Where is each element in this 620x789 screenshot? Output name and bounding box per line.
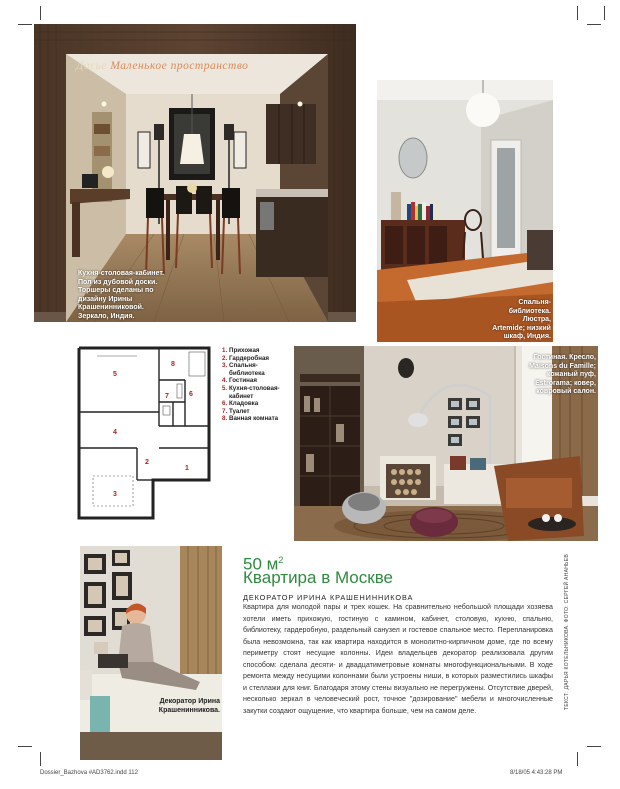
legend-item: 6. Кладовка — [222, 400, 259, 408]
floor-plan-legend — [222, 347, 284, 423]
living-room-photo — [294, 346, 598, 541]
legend-item: 4. Гостиная — [222, 377, 257, 385]
crop-mark — [587, 24, 601, 25]
area-value: 50 м — [243, 554, 279, 574]
crop-mark — [18, 24, 32, 25]
footer-timestamp: 8/18/05 4:43:28 PM — [510, 770, 563, 776]
crop-mark — [577, 752, 578, 766]
crop-mark — [587, 746, 601, 747]
decorator-photo — [80, 546, 222, 760]
living-room-caption: Гостиная. Кресло, Maisons du Famille; кожаный пуф, Estrorama; ковер, ковровый салон. — [529, 354, 596, 395]
legend-item: 3. Спальня- — [222, 362, 258, 370]
legend-item: 8. Ванная комната — [222, 415, 279, 423]
room-number-8: 8 — [171, 361, 175, 368]
article-title: Квартира в Москве — [243, 568, 393, 587]
bedroom-caption-text: Спальня-библиотека. Люстра, Artemide; низкий шкаф, Индия. — [492, 299, 551, 340]
room-number-7: 7 — [165, 393, 169, 400]
room-number-6: 6 — [189, 391, 193, 398]
legend-item: кабинет — [229, 392, 254, 400]
crop-mark — [18, 746, 32, 747]
kitchen-caption: Кухня-столовая-кабинет. Пол из дубовой доски. Торшеры сделаны по дизайну Ирины Крашенинниковой. Зеркало, Индия. — [78, 270, 165, 320]
article-body: Квартира для молодой пары и трех кошек. На сравнительно небольшой площади хозяева хотели иметь прихожую, гостиную с камином, кабинет, столовую, кухню, спальню, библиотеку, гардеробную, раздельный санузел и гостевое спальное место. Перепланировка была невозможна, так как квартира находится в монолитно-кирпичном доме, где по всему периметру стоят несущие колонны. Идеи владельцев декоратор реализовала другим способом: сделала десяти- и двадцатиметровые комнаты многофункциональными. В ходе ремонта между несущими колоннами были устроены ниши, в которых разместились шкафы и стеллажи для книг. Благодаря этому стены визуально не перегружены. Отсутствие дверей, несколько зеркал в человеческий рост, точное "дозирование" мебели и многочисленные закутки создают ощущение, что квартира больше, чем на самом деле. — [243, 603, 553, 715]
photo-text-credit: ТЕКСТ: ДАРЬЯ КОТЕЛЬНИКОВА. ФОТО: СЕРГЕЙ АНАНЬЕВ — [564, 553, 570, 710]
dossier-header — [76, 60, 248, 72]
article-byline: ДЕКОРАТОР ИРИНА КРАШЕНИННИКОВА — [243, 593, 414, 602]
kitchen-photo — [34, 24, 356, 322]
legend-item: 1. Прихожая — [222, 347, 260, 354]
crop-mark — [40, 6, 41, 20]
dossier-word: Досье — [76, 60, 108, 72]
room-number-3: 3 — [113, 491, 117, 498]
room-number-1: 1 — [185, 465, 189, 472]
crop-mark — [604, 6, 605, 20]
footer-file-slug: Dossier_Bazhova #AD3762.indd 112 — [40, 770, 138, 776]
area-unit-superscript: 2 — [278, 555, 284, 565]
floor-plan — [77, 346, 211, 520]
legend-item: 5. Кухня-столовая- — [222, 384, 280, 392]
bedroom-photo — [377, 80, 553, 342]
crop-mark — [40, 752, 41, 766]
room-number-2: 2 — [145, 459, 149, 466]
decorator-illustration — [80, 546, 222, 760]
dossier-title: Маленькое пространство — [110, 60, 249, 72]
legend-item: 7. Туалет — [222, 407, 250, 415]
decorator-caption: Декоратор Ирина Крашенинникова. — [158, 698, 220, 714]
floor-plan-drawing — [77, 346, 211, 520]
room-number-5: 5 — [113, 371, 117, 378]
crop-mark — [577, 6, 578, 20]
legend-item: 2. Гардеробная — [222, 354, 270, 362]
room-number-4: 4 — [113, 429, 117, 436]
legend-item: библиотека — [229, 369, 265, 377]
